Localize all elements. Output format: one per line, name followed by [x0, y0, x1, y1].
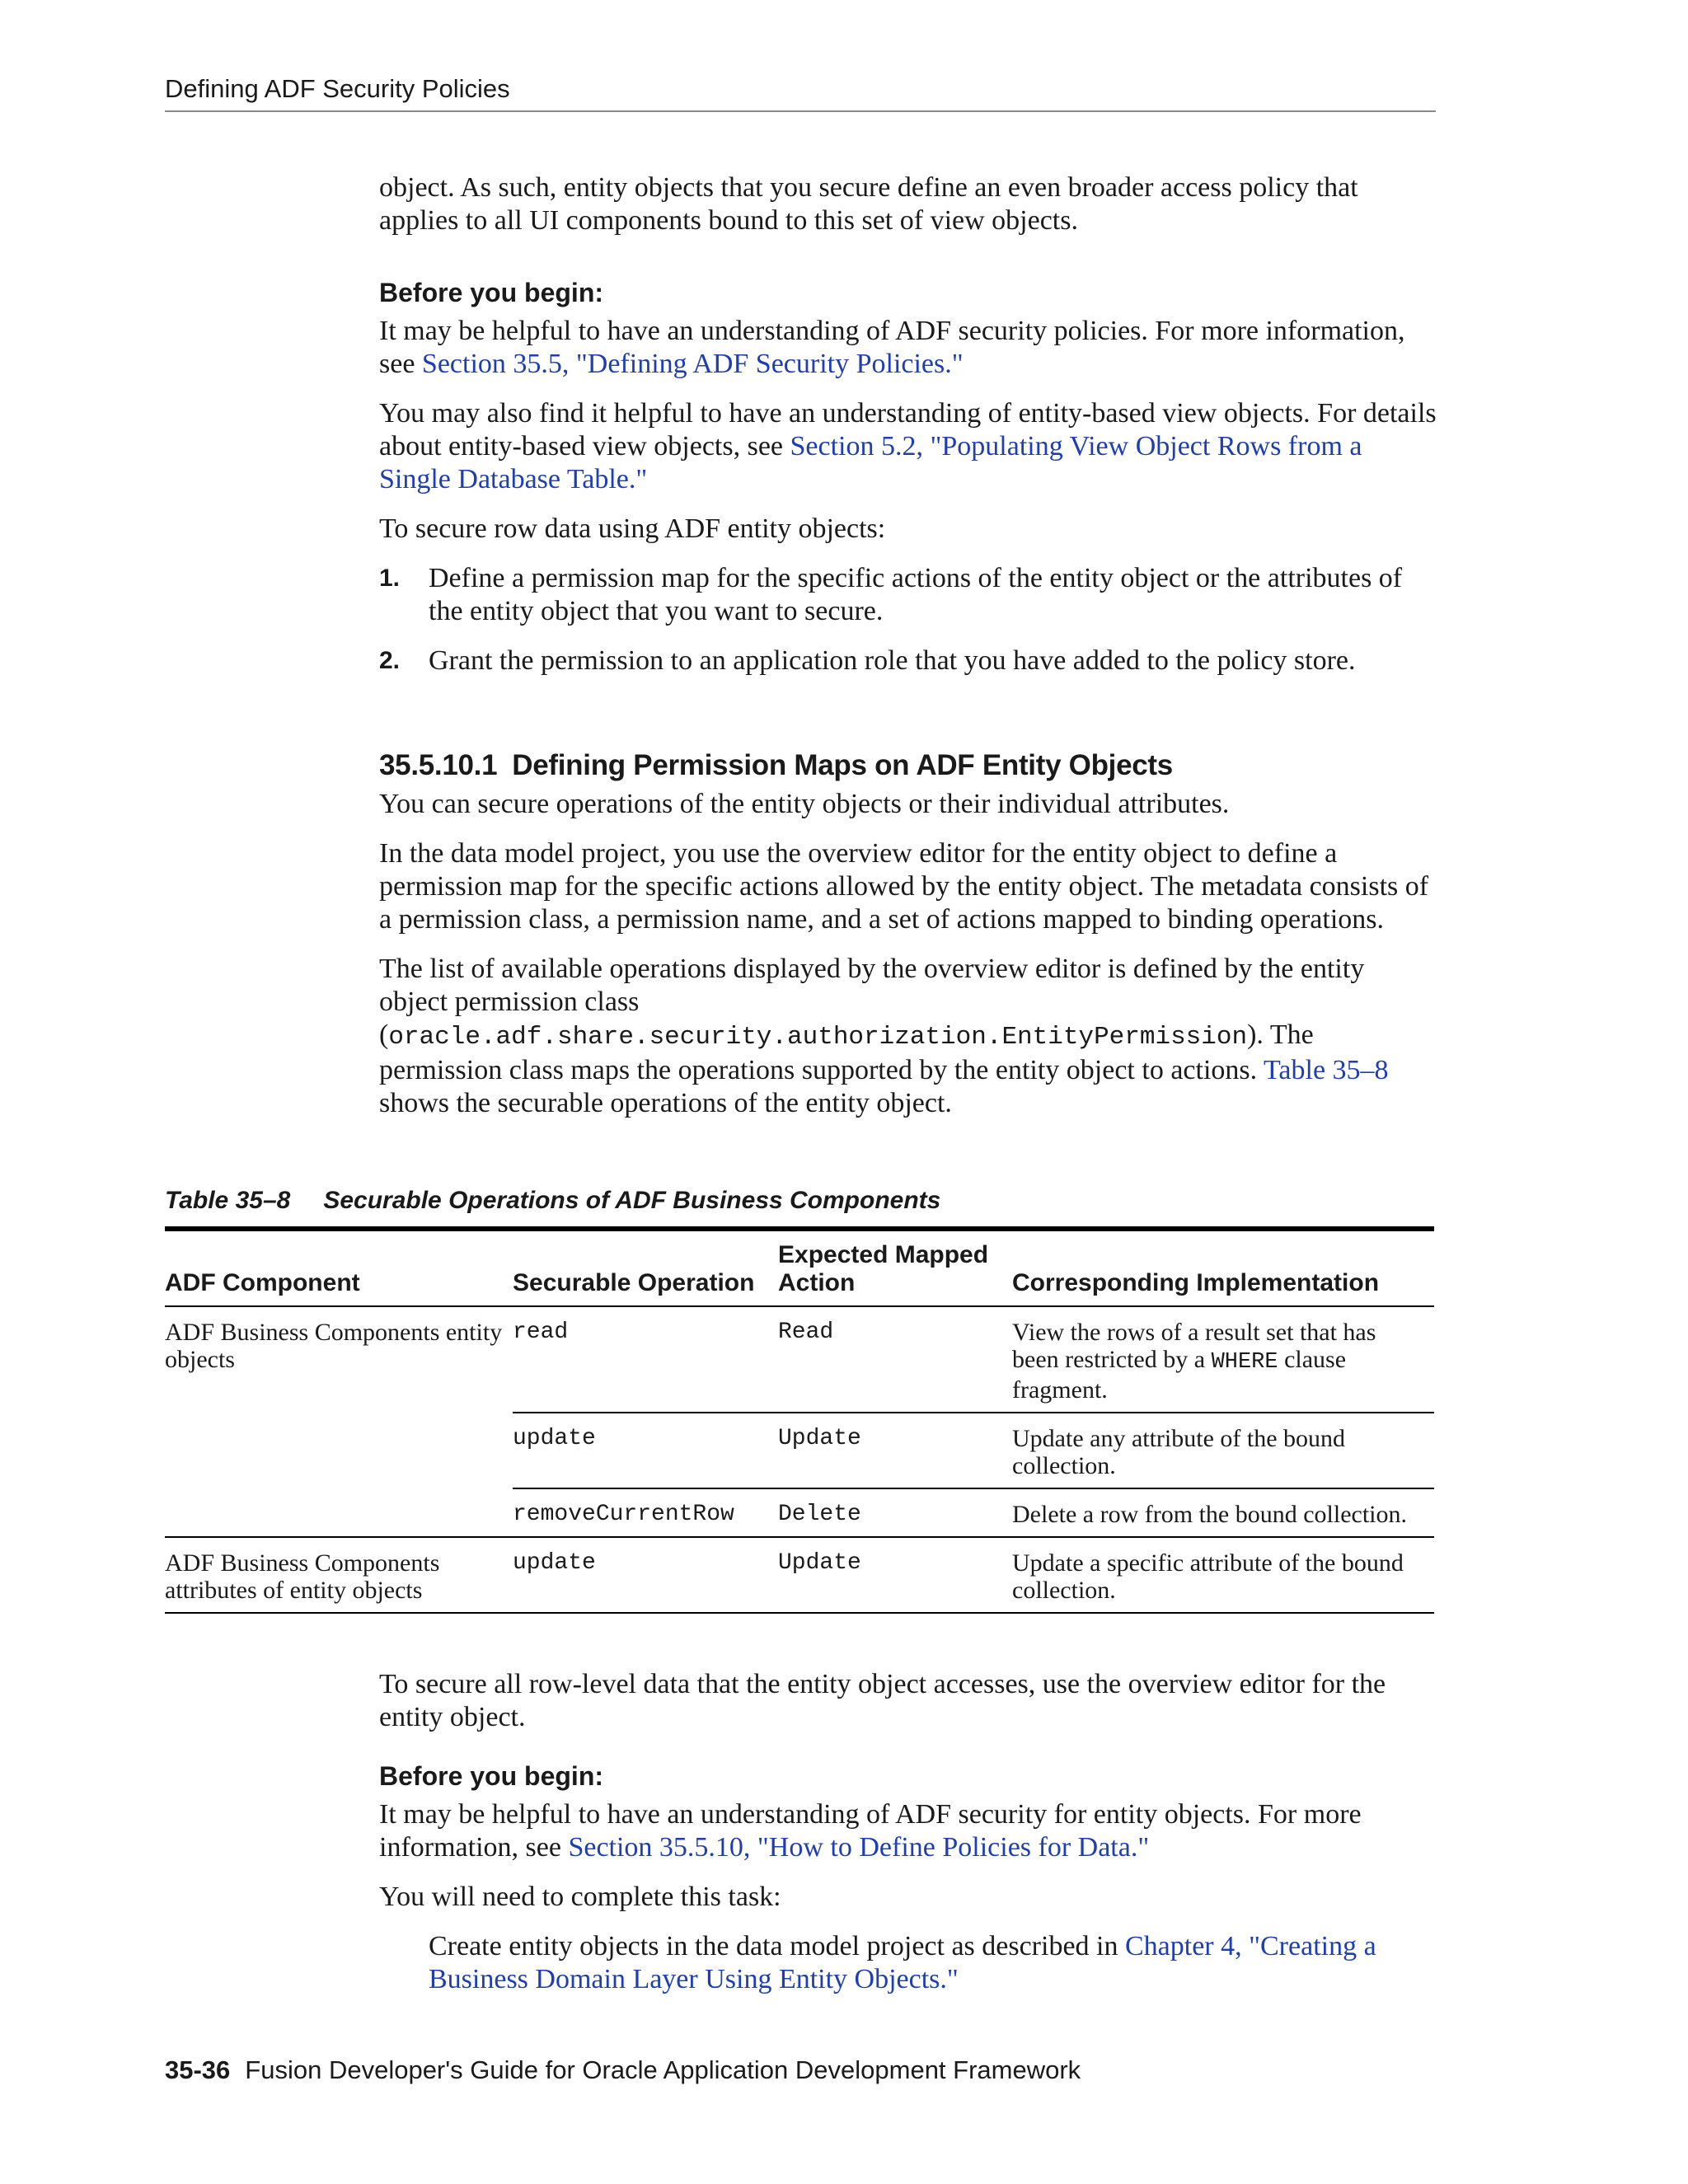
- table-cell-implementation: Update a specific attribute of the bound collection.: [1012, 1537, 1434, 1613]
- securable-operations-table: [165, 1226, 1434, 1614]
- running-footer: [165, 2055, 1081, 2085]
- after-table-block: [379, 1668, 1439, 1996]
- table-header-row: [165, 1229, 1434, 1306]
- table-cell-operation: update: [513, 1413, 778, 1488]
- table-cell-action: Read: [778, 1306, 1012, 1413]
- table-cell-action: Delete: [778, 1488, 1012, 1537]
- step-text: Grant the permission to an application role that you have added to the policy store.: [429, 645, 1356, 676]
- link-section-35-5-10[interactable]: Section 35.5.10, "How to Define Policies for Data.": [568, 1832, 1150, 1863]
- column-header: Expected Mapped Action: [778, 1229, 1012, 1306]
- before-begin-paragraph-1: [379, 315, 1439, 381]
- text-span: Create entity objects in the data model project as described in: [429, 1931, 1125, 1961]
- link-section-35-5[interactable]: Section 35.5, "Defining ADF Security Policies.": [421, 349, 964, 379]
- table-cell-action: Update: [778, 1413, 1012, 1488]
- section-number: 35.5.10.1: [379, 749, 498, 781]
- running-header: [165, 74, 1436, 112]
- link-table-35-8[interactable]: Table 35–8: [1264, 1055, 1389, 1085]
- table-caption: [165, 1187, 1434, 1215]
- text-span: It may be helpful to have an understanding of ADF security for entity objects. For more information, see: [379, 1799, 1362, 1863]
- before-begin-block-1: [379, 277, 1439, 496]
- intro-paragraph: object. As such, entity objects that you secure define an even broader access policy that applies to all UI components bound to this set of view objects.: [379, 172, 1358, 236]
- table-cell-operation: update: [513, 1537, 778, 1613]
- column-header: ADF Component: [165, 1229, 513, 1306]
- text-span: The list of available operations displayed by the overview editor is defined by the entity object permission class (: [379, 954, 1365, 1050]
- section-title: Defining Permission Maps on ADF Entity Objects: [512, 749, 1173, 781]
- column-header: Securable Operation: [513, 1229, 778, 1306]
- code-where: WHERE: [1211, 1350, 1278, 1375]
- step-text: Define a permission map for the specific actions of the entity object or the attributes of the entity object that you want to secure.: [429, 563, 1403, 626]
- table-caption-title: Securable Operations of ADF Business Components: [323, 1187, 941, 1214]
- before-begin-heading: Before you begin:: [379, 278, 604, 307]
- code-entity-permission: oracle.adf.share.security.authorization.EntityPermission: [388, 1023, 1248, 1052]
- section-block: [379, 748, 1439, 1120]
- column-header: Corresponding Implementation: [1012, 1229, 1434, 1306]
- section-paragraph-3: [379, 953, 1439, 1120]
- table-cell-operation: removeCurrentRow: [513, 1488, 778, 1537]
- step-number: 2.: [379, 647, 401, 674]
- section-paragraph-2: In the data model project, you use the overview editor for the entity object to define a permission map for the specific actions allowed by the entity object. The metadata consists of a permission class, a permission name, and a set of actions mapped to binding operations.: [379, 838, 1429, 935]
- steps-lead: To secure row data using ADF entity objects:: [379, 513, 886, 544]
- table-cell-action: Update: [778, 1537, 1012, 1613]
- text-span: ). The permission class maps the operations supported by the entity object to actions.: [379, 1019, 1314, 1085]
- step-number: 1.: [379, 565, 401, 592]
- page-number: 35-36: [165, 2055, 231, 2084]
- intro-block: [379, 171, 1439, 237]
- after-paragraph-3: You will need to complete this task:: [379, 1882, 781, 1912]
- task-paragraph: [379, 1930, 1439, 1996]
- table-cell-implementation: Update any attribute of the bound collection.: [1012, 1413, 1434, 1488]
- link-chapter-4[interactable]: Chapter 4, "Creating a Business Domain Layer Using Entity Objects.": [429, 1931, 1376, 1994]
- link-section-5-2[interactable]: Section 5.2, "Populating View Object Rows from a Single Database Table.": [379, 431, 1362, 494]
- text-span: It may be helpful to have an understanding of ADF security policies. For more information, see: [379, 316, 1405, 379]
- step-item-2: [379, 644, 1439, 677]
- text-span: You may also find it helpful to have an understanding of entity-based view objects. For details about entity-based view objects, see: [379, 398, 1437, 462]
- table-cell-component: ADF Business Components entity objects: [165, 1306, 513, 1537]
- before-begin-paragraph-2: [379, 397, 1439, 496]
- header-title: Defining ADF Security Policies: [165, 74, 510, 103]
- step-item-1: [379, 562, 1439, 628]
- before-begin-heading-2: Before you begin:: [379, 1761, 604, 1791]
- table-cell-operation: read: [513, 1306, 778, 1413]
- after-paragraph-2: [379, 1798, 1439, 1864]
- after-paragraph-1: To secure all row-level data that the entity object accesses, use the overview editor for the entity object.: [379, 1669, 1386, 1732]
- table-cell-implementation: Delete a row from the bound collection.: [1012, 1488, 1434, 1537]
- section-paragraph-1: You can secure operations of the entity objects or their individual attributes.: [379, 789, 1230, 819]
- steps-block: [379, 513, 1439, 677]
- table-row: [165, 1306, 1434, 1413]
- table-cell-component: ADF Business Components attributes of entity objects: [165, 1537, 513, 1613]
- text-span: View the rows of a result set that has been restricted by a: [1012, 1319, 1376, 1373]
- table-cell-implementation: [1012, 1306, 1434, 1413]
- table-caption-number: Table 35–8: [165, 1187, 291, 1214]
- section-heading: [379, 748, 1439, 783]
- text-span: clause fragment.: [1012, 1346, 1347, 1404]
- footer-title: Fusion Developer's Guide for Oracle Application Development Framework: [245, 2055, 1081, 2084]
- text-span: shows the securable operations of the entity object.: [379, 1088, 952, 1118]
- table-row: [165, 1537, 1434, 1613]
